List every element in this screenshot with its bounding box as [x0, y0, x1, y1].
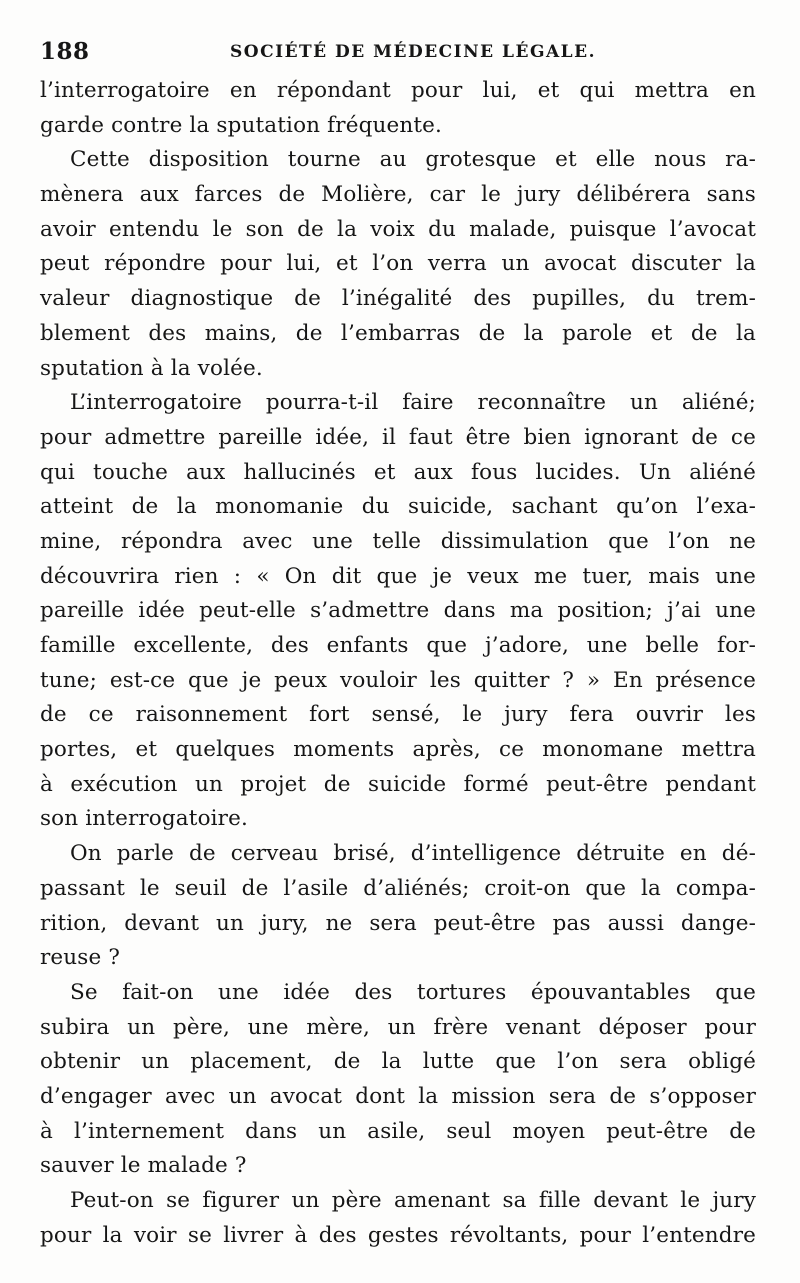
text-line: pareille idée peut-elle s’admettre dans ma position; j’ai une [40, 598, 756, 624]
text-line: portes, et quelques moments après, ce monomane mettra [40, 737, 756, 763]
text-line: reuse ? [40, 945, 121, 971]
text-line: pour la voir se livrer à des gestes révoltants, pour l’entendre [40, 1222, 756, 1248]
text-line: rition, devant un jury, ne sera peut-être pas aussi dange- [40, 910, 756, 936]
text-line: qui touche aux hallucinés et aux fous lucides. Un aliéné [40, 459, 756, 485]
text-line: à exécution un projet de suicide formé peut-être pendant [40, 771, 756, 797]
text-line: l’interrogatoire en répondant pour lui, et qui mettra en [40, 78, 756, 103]
text-line: subira un père, une mère, un frère venant déposer pour [40, 1014, 756, 1040]
text-line: tune; est-ce que je peux vouloir les quitter ? » En présence [40, 667, 756, 693]
text-line: pour admettre pareille idée, il faut être bien ignorant de ce [40, 424, 756, 450]
text-line: garde contre la sputation fréquente. [40, 112, 442, 138]
text-line: son interrogatoire. [40, 806, 248, 832]
text-line: valeur diagnostique de l’inégalité des pupilles, du trem- [40, 286, 756, 312]
text-line: famille excellente, des enfants que j’adore, une belle for- [40, 633, 756, 658]
text-line: obtenir un placement, de la lutte que l’on sera obligé [40, 1049, 756, 1075]
text-line: avoir entendu le son de la voix du malade, puisque l’avocat [40, 216, 756, 242]
text-line: L’interrogatoire pourra-t-il faire reconnaître un aliéné; [70, 390, 756, 416]
text-line: découvrira rien : « On dit que je veux me tuer, mais une [40, 563, 756, 589]
text-line: mine, répondra avec une telle dissimulation que l’on ne [40, 528, 756, 554]
running-title: SOCIÉTÉ DE MÉDECINE LÉGALE. [230, 42, 596, 62]
text-line: atteint de la monomanie du suicide, sachant qu’on l’exa- [40, 494, 756, 520]
text-line: à l’internement dans un asile, seul moyen peut-être de [40, 1118, 756, 1144]
text-line: mènera aux farces de Molière, car le jury délibérera sans [40, 182, 756, 208]
text-line: On parle de cerveau brisé, d’intelligence détruite en dé- [70, 841, 756, 867]
text-line: sauver le malade ? [40, 1153, 247, 1179]
text-line: Peut-on se figurer un père amenant sa fille devant le jury [70, 1188, 756, 1213]
running-head [40, 38, 760, 72]
text-line: sputation à la volée. [40, 355, 263, 381]
page-number: 188 [40, 38, 90, 65]
text-line: passant le seuil de l’asile d’aliénés; croit-on que la compa- [40, 875, 756, 901]
body-text [40, 74, 756, 1253]
text-line: Se fait-on une idée des tortures épouvantables que [70, 979, 756, 1005]
text-line: peut répondre pour lui, et l’on verra un avocat discuter la [40, 251, 756, 277]
text-line: d’engager avec un avocat dont la mission sera de s’opposer [40, 1083, 756, 1109]
text-line: Cette disposition tourne au grotesque et elle nous ra- [70, 147, 756, 173]
text-line: de ce raisonnement fort sensé, le jury fera ouvrir les [40, 702, 756, 728]
text-line: blement des mains, de l’embarras de la parole et de la [40, 320, 756, 346]
